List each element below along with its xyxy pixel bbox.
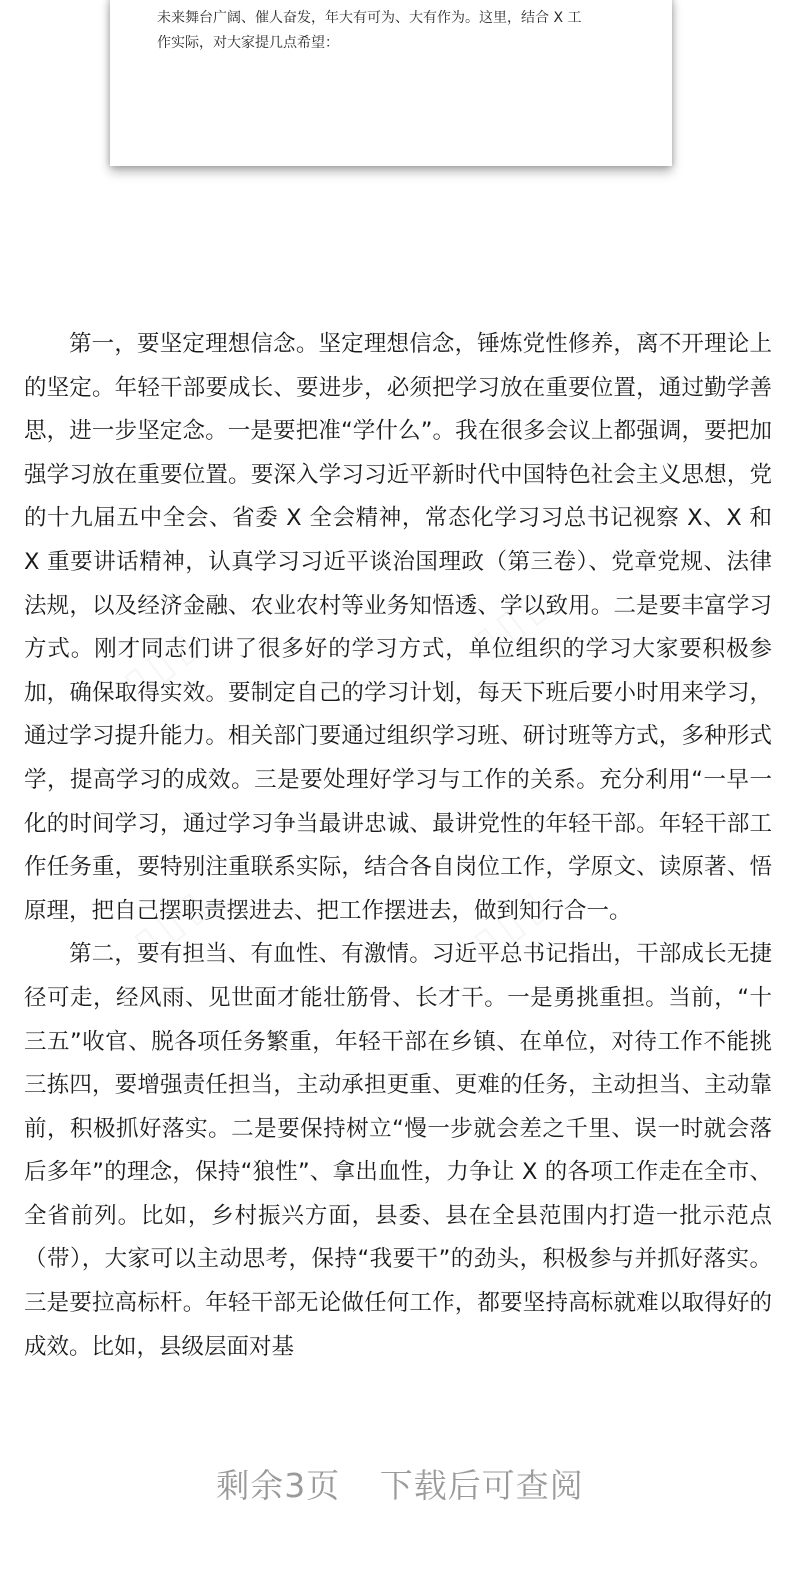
paragraph-2: 第二，要有担当、有血性、有激情。习近平总书记指出，干部成长无捷径可走，经风雨、见世面才能壮筋骨、长才干。一是勇挑重担。当前，“十三五”收官、脱各项任务繁重，年轻干部在乡镇、在单位，对待工作不能挑三拣四，要增强责任担当，主动承担更重、更难的任务，主动担当、主动靠前，积极抓好落实。二是要保持树立“慢一步就会差之千里、误一时就会落后多年”的理念，保持“狼性”、拿出血性，力争让 X 的各项工作走在全市、全省前列。比如，乡村振兴方面，县委、县在全县范围内打造一批示范点（带），大家可以主动思考，保持“我要干”的劲头，积极参与并抓好落实。三是要拉高标杆。年轻干部无论做任何工作，都要坚持高标就难以取得好的成效。比如，县级层面对基 [24,941,772,1360]
preview-page-card [110,0,672,166]
remaining-pages-label: 剩余3页 [216,1466,341,1505]
paragraph-1: 第一，要坚定理想信念。坚定理想信念，锤炼党性修养，离不开理论上的坚定。年轻干部要成长、要进步，必须把学习放在重要位置，通过勤学善思，进一步坚定念。一是要把准“学什么”。我在很多会议上都强调，要把加强学习放在重要位置。要深入学习习近平新时代中国特色社会主义思想，党的十九届五中全会、省委 X 全会精神，常态化学习习总书记视察 X、X 和 X 重要讲话精神，认真学习习近平谈治国理政（第三卷）、党章党规、法律法规，以及经济金融、农业农村等业务知悟透、学以致用。二是要丰富学习方式。刚才同志们讲了很多好的学习方式，单位组织的学习大家要积极参加，确保取得实效。要制定自己的学习计划，每天下班后要小时用来学习，通过学习提升能力。相关部门要通过组织学习班、研讨班等方式，多种形式学，提高学习的成效。三是要处理好学习与工作的关系。充分利用“一早一化的时间学习，通过学习争当最讲忠诚、最讲党性的年轻干部。年轻干部工作任务重，要特别注重联系实际，结合各自岗位工作，学原文、读原著、悟原理，把自己摆职责摆进去、把工作摆进去，做到知行合一。 [24,331,772,924]
preview-page-text: 未来舞台广阔、催人奋发，年大有可为、大有作为。这里，结合 X 工 作实际，对大家提几点希望： [157,10,582,51]
download-prompt[interactable] [0,1460,800,1507]
download-hint-label: 下载后可查阅 [379,1466,584,1505]
document-body [24,323,772,1369]
